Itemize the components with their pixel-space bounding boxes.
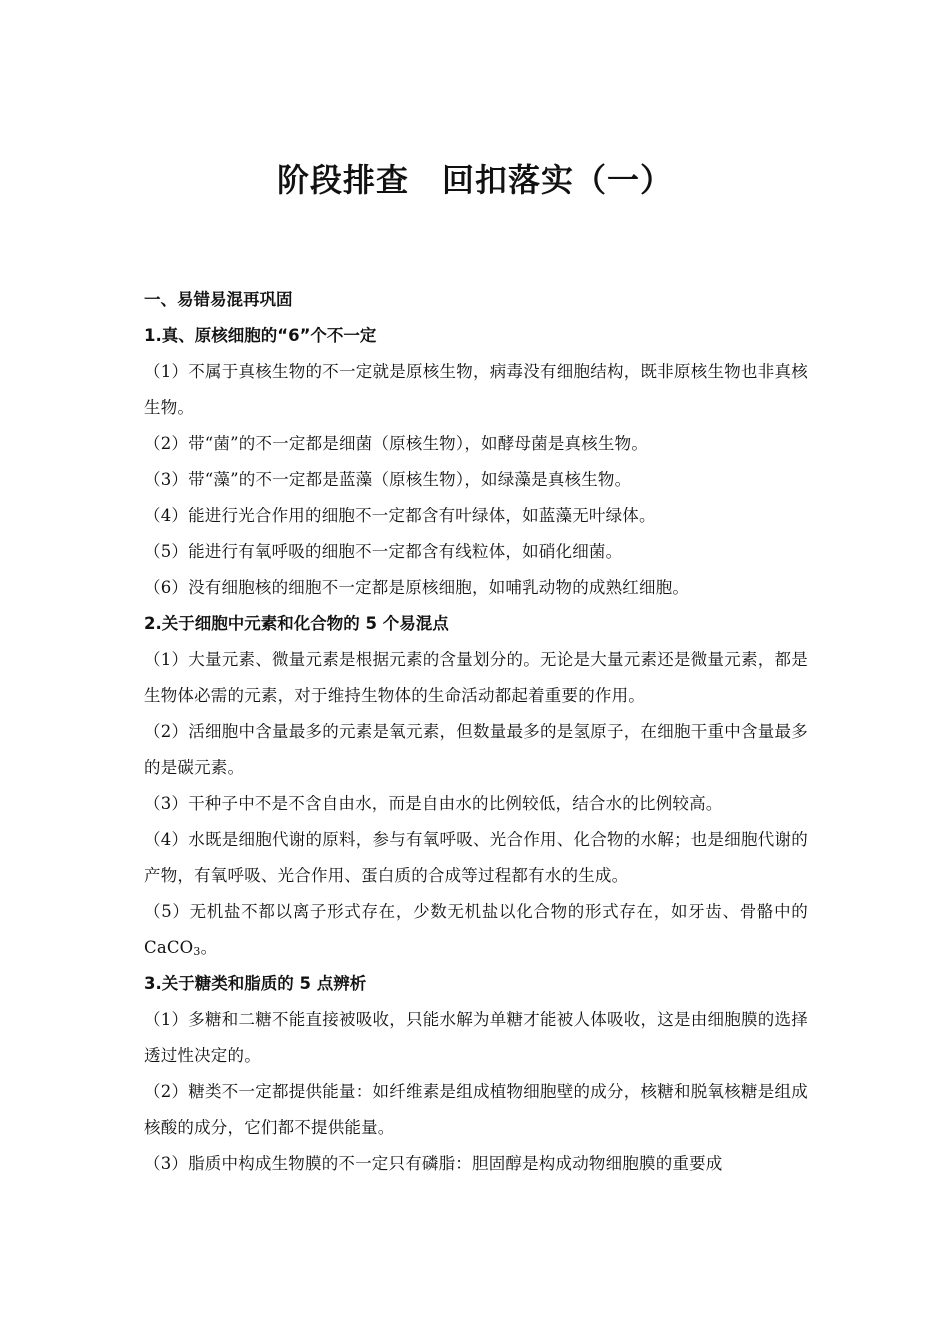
paragraph: （3）带“藻”的不一定都是蓝藻（原核生物），如绿藻是真核生物。 (144, 470, 632, 489)
paragraph (144, 894, 808, 966)
paragraph: （2）糖类不一定都提供能量：如纤维素是组成植物细胞壁的成分，核糖和脱氧核糖是组成核酸的成分，它们都不提供能量。 (144, 1082, 808, 1137)
subscript: 3 (193, 945, 201, 958)
paragraph: （4）水既是细胞代谢的原料，参与有氧呼吸、光合作用、化合物的水解；也是细胞代谢的产物，有氧呼吸、光合作用、蛋白质的合成等过程都有水的生成。 (144, 830, 808, 885)
subsection-heading-1: 1.真、原核细胞的“6”个不一定 (144, 326, 377, 345)
paragraph: （4）能进行光合作用的细胞不一定都含有叶绿体，如蓝藻无叶绿体。 (144, 506, 656, 525)
paragraph-text: （5）无机盐不都以离子形式存在，少数无机盐以化合物的形式存在，如牙齿、骨骼中的 CaCO (144, 902, 808, 957)
paragraph-end: 。 (200, 938, 218, 957)
page-title: 阶段排查 回扣落实（一） (276, 161, 673, 199)
paragraph: （2）带“菌”的不一定都是细菌（原核生物），如酵母菌是真核生物。 (144, 434, 649, 453)
paragraph: （5）能进行有氧呼吸的细胞不一定都含有线粒体，如硝化细菌。 (144, 542, 623, 561)
paragraph: （3）脂质中构成生物膜的不一定只有磷脂：胆固醇是构成动物细胞膜的重要成 (144, 1154, 723, 1173)
paragraph: （1）大量元素、微量元素是根据元素的含量划分的。无论是大量元素还是微量元素，都是生物体必需的元素，对于维持生物体的生命活动都起着重要的作用。 (144, 650, 808, 705)
paragraph: （3）干种子中不是不含自由水，而是自由水的比例较低，结合水的比例较高。 (144, 794, 723, 813)
document-body (144, 282, 808, 1182)
section-heading: 一、易错易混再巩固 (144, 290, 293, 309)
paragraph: （1）多糖和二糖不能直接被吸收，只能水解为单糖才能被人体吸收，这是由细胞膜的选择透过性决定的。 (144, 1010, 808, 1065)
paragraph: （6）没有细胞核的细胞不一定都是原核细胞，如哺乳动物的成熟红细胞。 (144, 578, 690, 597)
subsection-heading-3: 3.关于糖类和脂质的 5 点辨析 (144, 974, 367, 993)
paragraph: （1）不属于真核生物的不一定就是原核生物，病毒没有细胞结构，既非原核生物也非真核生物。 (144, 362, 808, 417)
paragraph: （2）活细胞中含量最多的元素是氧元素，但数量最多的是氢原子，在细胞干重中含量最多的是碳元素。 (144, 722, 808, 777)
subsection-heading-2: 2.关于细胞中元素和化合物的 5 个易混点 (144, 614, 449, 633)
